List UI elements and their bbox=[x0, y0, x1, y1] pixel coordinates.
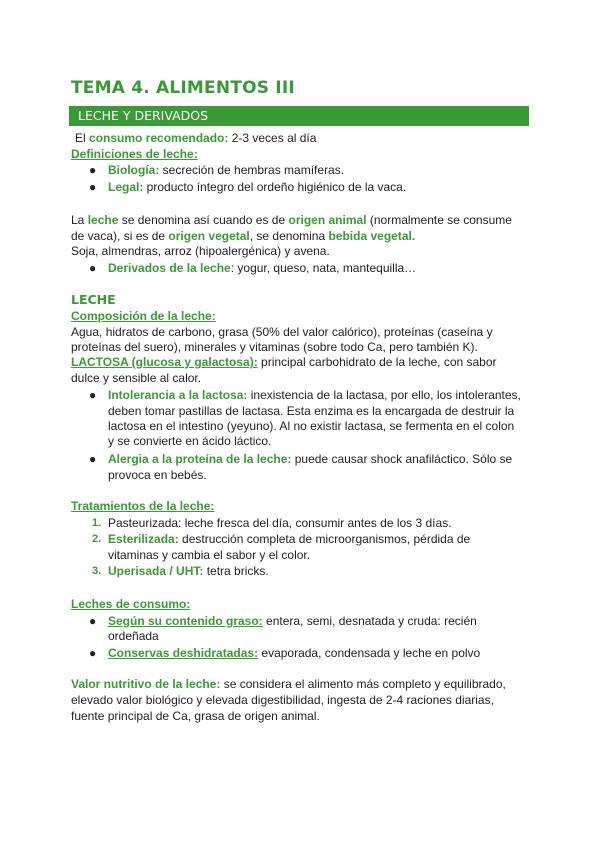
lactosa-text: principal carbohidrato de la leche, con sabor bbox=[257, 355, 497, 369]
composicion-heading: Composición de la leche: bbox=[71, 309, 216, 323]
intolerancia-label: Intolerancia a la lactosa: bbox=[108, 388, 248, 402]
intro-line bbox=[75, 130, 316, 146]
intro-value: 2-3 veces al día bbox=[228, 131, 317, 145]
intolerancia-text: inexistencia de la lactasa, por ello, los intolerantes, bbox=[247, 388, 521, 402]
uperisada-label: Uperisada / UHT: bbox=[108, 564, 204, 578]
legal-label: Legal: bbox=[108, 180, 144, 194]
definicion-legal bbox=[108, 179, 406, 195]
bebida-vegetal-term: bebida vegetal. bbox=[328, 229, 416, 243]
tratamiento-item-2-cont: vitaminas y cambia el sabor y el color. bbox=[108, 548, 311, 562]
tratamiento-item-2 bbox=[108, 531, 470, 547]
consumo-recomendado-label: consumo recomendado: bbox=[89, 131, 229, 145]
alergia-line1 bbox=[108, 451, 512, 467]
alergia-line2: provoca en bebés. bbox=[108, 468, 207, 482]
biologia-text: secreción de hembras mamíferas. bbox=[159, 163, 345, 177]
intolerancia-line3: lactosa en el intestino (yeyuno). Al no existir lactasa, se fermenta en el colon bbox=[108, 419, 515, 433]
uperisada-text: tetra bricks. bbox=[203, 564, 269, 578]
lactosa-line1 bbox=[71, 354, 497, 370]
valor-text: se considera el alimento más completo y equilibrado, bbox=[220, 677, 506, 691]
bullet-icon: ● bbox=[89, 261, 97, 275]
legal-text: producto íntegro del ordeño higiénico de la vaca. bbox=[143, 180, 407, 194]
text-fragment: (normalmente se consume bbox=[366, 213, 512, 227]
bullet-icon: ● bbox=[89, 646, 97, 660]
origen-animal-term: origen animal bbox=[288, 213, 367, 227]
composicion-line2: proteínas del suero), minerales y vitaminas (sobre todo Ca, pero también K). bbox=[71, 340, 478, 354]
tratamientos-heading: Tratamientos de la leche: bbox=[71, 499, 215, 513]
intolerancia-line2: deben tomar pastillas de lactasa. Esta enzima es la encargada de destruir la bbox=[108, 404, 515, 418]
text-fragment: se denomina así cuando es de bbox=[118, 213, 289, 227]
esterilizada-label: Esterilizada: bbox=[108, 532, 179, 546]
section-banner bbox=[69, 106, 529, 126]
lactosa-label: LACTOSA (glucosa y galactosa): bbox=[71, 355, 258, 369]
valor-line1 bbox=[71, 676, 506, 692]
conservas-label: Conservas deshidratadas: bbox=[108, 646, 259, 660]
derivados-line bbox=[108, 260, 416, 276]
leches-consumo-heading: Leches de consumo: bbox=[71, 597, 191, 611]
graso-line1 bbox=[108, 613, 477, 629]
text-fragment: , se denomina bbox=[249, 229, 329, 243]
graso-line2: ordeñada bbox=[108, 629, 159, 643]
origen-vegetal-term: origen vegetal bbox=[168, 229, 250, 243]
conservas-text: evaporada, condensada y leche en polvo bbox=[258, 646, 481, 660]
bullet-icon: ● bbox=[89, 452, 97, 466]
bullet-icon: ● bbox=[89, 388, 97, 402]
definiciones-heading: Definiciones de leche: bbox=[71, 147, 198, 161]
valor-line2: elevado valor biológico y elevada digestibilidad, ingesta de 2-4 raciones diarias, bbox=[71, 693, 494, 707]
tratamiento-item-3 bbox=[108, 563, 269, 579]
graso-text: entera, semi, desnatada y cruda: recién bbox=[262, 614, 477, 628]
biologia-label: Biología: bbox=[108, 163, 160, 177]
conservas-line bbox=[108, 645, 480, 661]
alergia-label: Alergia a la proteína de la leche: bbox=[108, 452, 292, 466]
bullet-icon: ● bbox=[89, 180, 97, 194]
text-fragment: de vaca), si es de bbox=[71, 229, 169, 243]
valor-line3: fuente principal de Ca, grasa de origen animal. bbox=[71, 709, 320, 723]
alergia-text: puede causar shock anafiláctico. Sólo se bbox=[291, 452, 513, 466]
page-title: TEMA 4. ALIMENTOS III bbox=[71, 78, 295, 98]
bullet-icon: ● bbox=[89, 614, 97, 628]
list-number: 1. bbox=[92, 517, 102, 529]
intro-text: El bbox=[75, 131, 90, 145]
valor-label: Valor nutritivo de la leche: bbox=[71, 677, 221, 691]
leche-term: leche bbox=[87, 213, 119, 227]
leche-para-line1 bbox=[71, 212, 512, 228]
leche-para-line2 bbox=[71, 228, 415, 244]
tratamiento-item-1: Pasteurizada: leche fresca del día, consumir antes de los 3 días. bbox=[108, 516, 452, 530]
list-number: 2. bbox=[92, 533, 102, 545]
composicion-line1: Agua, hidratos de carbono, grasa (50% del valor calórico), proteínas (caseína y bbox=[71, 325, 493, 339]
bullet-icon: ● bbox=[89, 163, 97, 177]
esterilizada-text: destrucción completa de microorganismos, pérdida de bbox=[178, 532, 471, 546]
lactosa-line2: dulce y sensible al calor. bbox=[71, 371, 202, 385]
section-banner-label: LECHE Y DERIVADOS bbox=[78, 108, 209, 123]
text-fragment: La bbox=[71, 213, 88, 227]
derivados-label: Derivados de la leche bbox=[108, 261, 231, 275]
intolerancia-line4: y se convierte en ácido láctico. bbox=[108, 434, 272, 448]
leche-para-line3: Soja, almendras, arroz (hipoalergénica) y avena. bbox=[71, 244, 330, 258]
graso-label: Según su contenido graso: bbox=[108, 614, 263, 628]
leche-heading: LECHE bbox=[71, 292, 116, 307]
derivados-text: : yogur, queso, nata, mantequilla… bbox=[230, 261, 417, 275]
intolerancia-line1 bbox=[108, 387, 521, 403]
list-number: 3. bbox=[92, 565, 102, 577]
definicion-biologia bbox=[108, 162, 344, 178]
